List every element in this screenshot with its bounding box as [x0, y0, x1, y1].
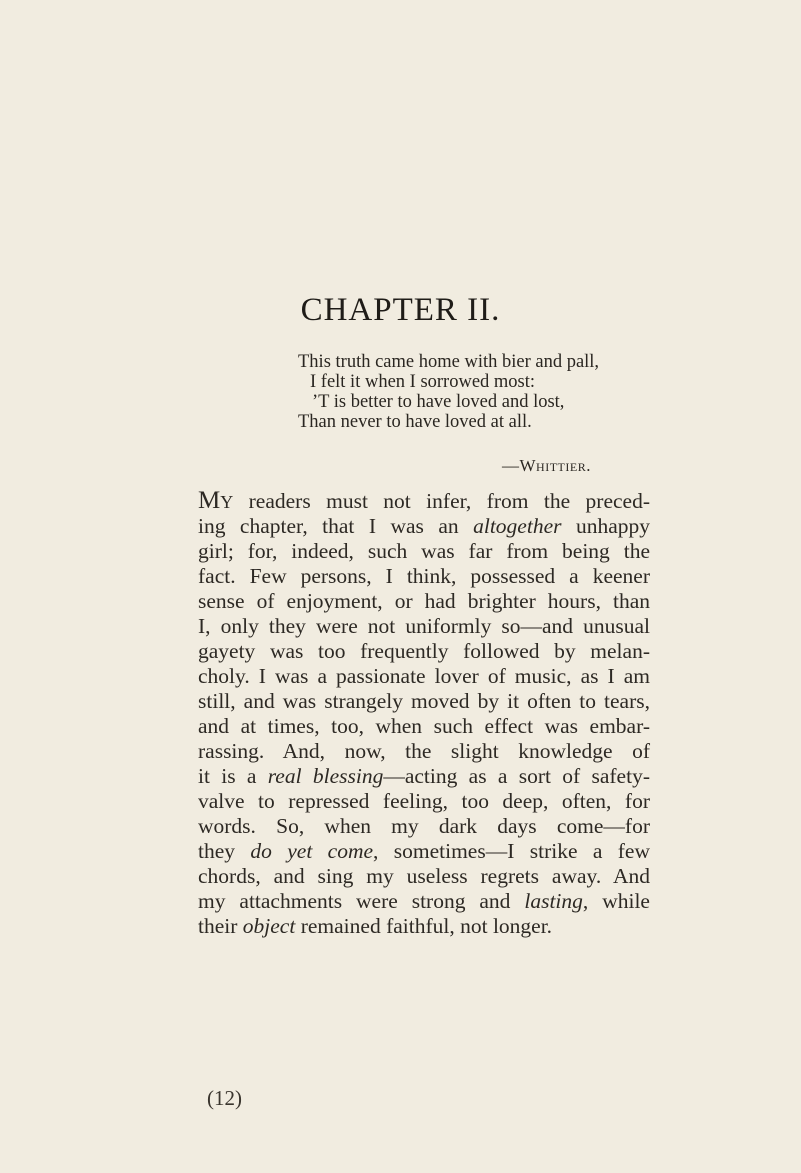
text-run: girl; for, indeed, such was far from being the	[198, 539, 650, 563]
epigraph	[298, 352, 658, 432]
text-run: ing chapter, that I was an	[198, 514, 474, 538]
text-run: and at times, too, when such effect was embar-	[198, 714, 650, 738]
text-line	[198, 914, 650, 939]
text-line	[198, 639, 650, 664]
text-run: my attachments were strong and	[198, 889, 525, 913]
text-run: rassing. And, now, the slight knowledge of	[198, 739, 650, 763]
body-paragraph	[198, 488, 650, 939]
text-run: they	[198, 839, 251, 863]
text-line	[198, 889, 650, 914]
text-run: words. So, when my dark days come—for	[198, 814, 650, 838]
text-run: remained faithful, not longer.	[295, 914, 553, 938]
text-line	[198, 514, 650, 539]
text-run: still, and was strangely moved by it often to tears,	[198, 689, 650, 713]
emphasis-text: object	[242, 914, 296, 938]
text-run: unhappy	[561, 514, 650, 538]
text-run: fact. Few persons, I think, possessed a keener	[198, 564, 650, 588]
text-run: it is a	[198, 764, 268, 788]
small-caps-text: My	[198, 487, 234, 514]
text-run: , while	[582, 889, 650, 913]
text-line	[198, 864, 650, 889]
epigraph-attribution: —Whittier.	[502, 456, 591, 475]
emphasis-text: do yet come	[250, 839, 374, 863]
text-run: , sometimes—I strike a few	[373, 839, 650, 863]
epigraph-line: ’T is better to have loved and lost,	[312, 392, 565, 412]
text-run: readers must not infer, from the preced-	[233, 489, 650, 513]
text-line	[198, 589, 650, 614]
text-line	[198, 789, 650, 814]
text-run: valve to repressed feeling, too deep, often, for	[198, 789, 650, 813]
text-line	[198, 689, 650, 714]
text-run: I, only they were not uniformly so—and unusual	[198, 614, 650, 638]
text-run: chords, and sing my useless regrets away. And	[198, 864, 650, 888]
text-line	[198, 739, 650, 764]
text-run: choly. I was a passionate lover of music, as I am	[198, 664, 650, 688]
text-line	[198, 488, 650, 514]
text-line	[198, 714, 650, 739]
epigraph-line: Than never to have loved at all.	[298, 412, 532, 432]
text-run: gayety was too frequently followed by melan-	[198, 639, 650, 663]
emphasis-text: altogether	[473, 514, 562, 538]
chapter-title: CHAPTER II.	[300, 292, 501, 328]
text-run: —acting as a sort of safety-	[383, 764, 650, 788]
text-run: sense of enjoyment, or had brighter hours, than	[198, 589, 650, 613]
text-line	[198, 664, 650, 689]
epigraph-line: I felt it when I sorrowed most:	[310, 372, 536, 392]
text-line	[198, 614, 650, 639]
emphasis-text: real blessing	[267, 764, 384, 788]
text-line	[198, 839, 650, 864]
page-number: (12)	[207, 1086, 242, 1110]
text-run: their	[198, 914, 243, 938]
emphasis-text: lasting	[524, 889, 583, 913]
text-line	[198, 814, 650, 839]
epigraph-line: This truth came home with bier and pall,	[298, 352, 600, 372]
text-line	[198, 564, 650, 589]
text-line	[198, 764, 650, 789]
text-line	[198, 539, 650, 564]
